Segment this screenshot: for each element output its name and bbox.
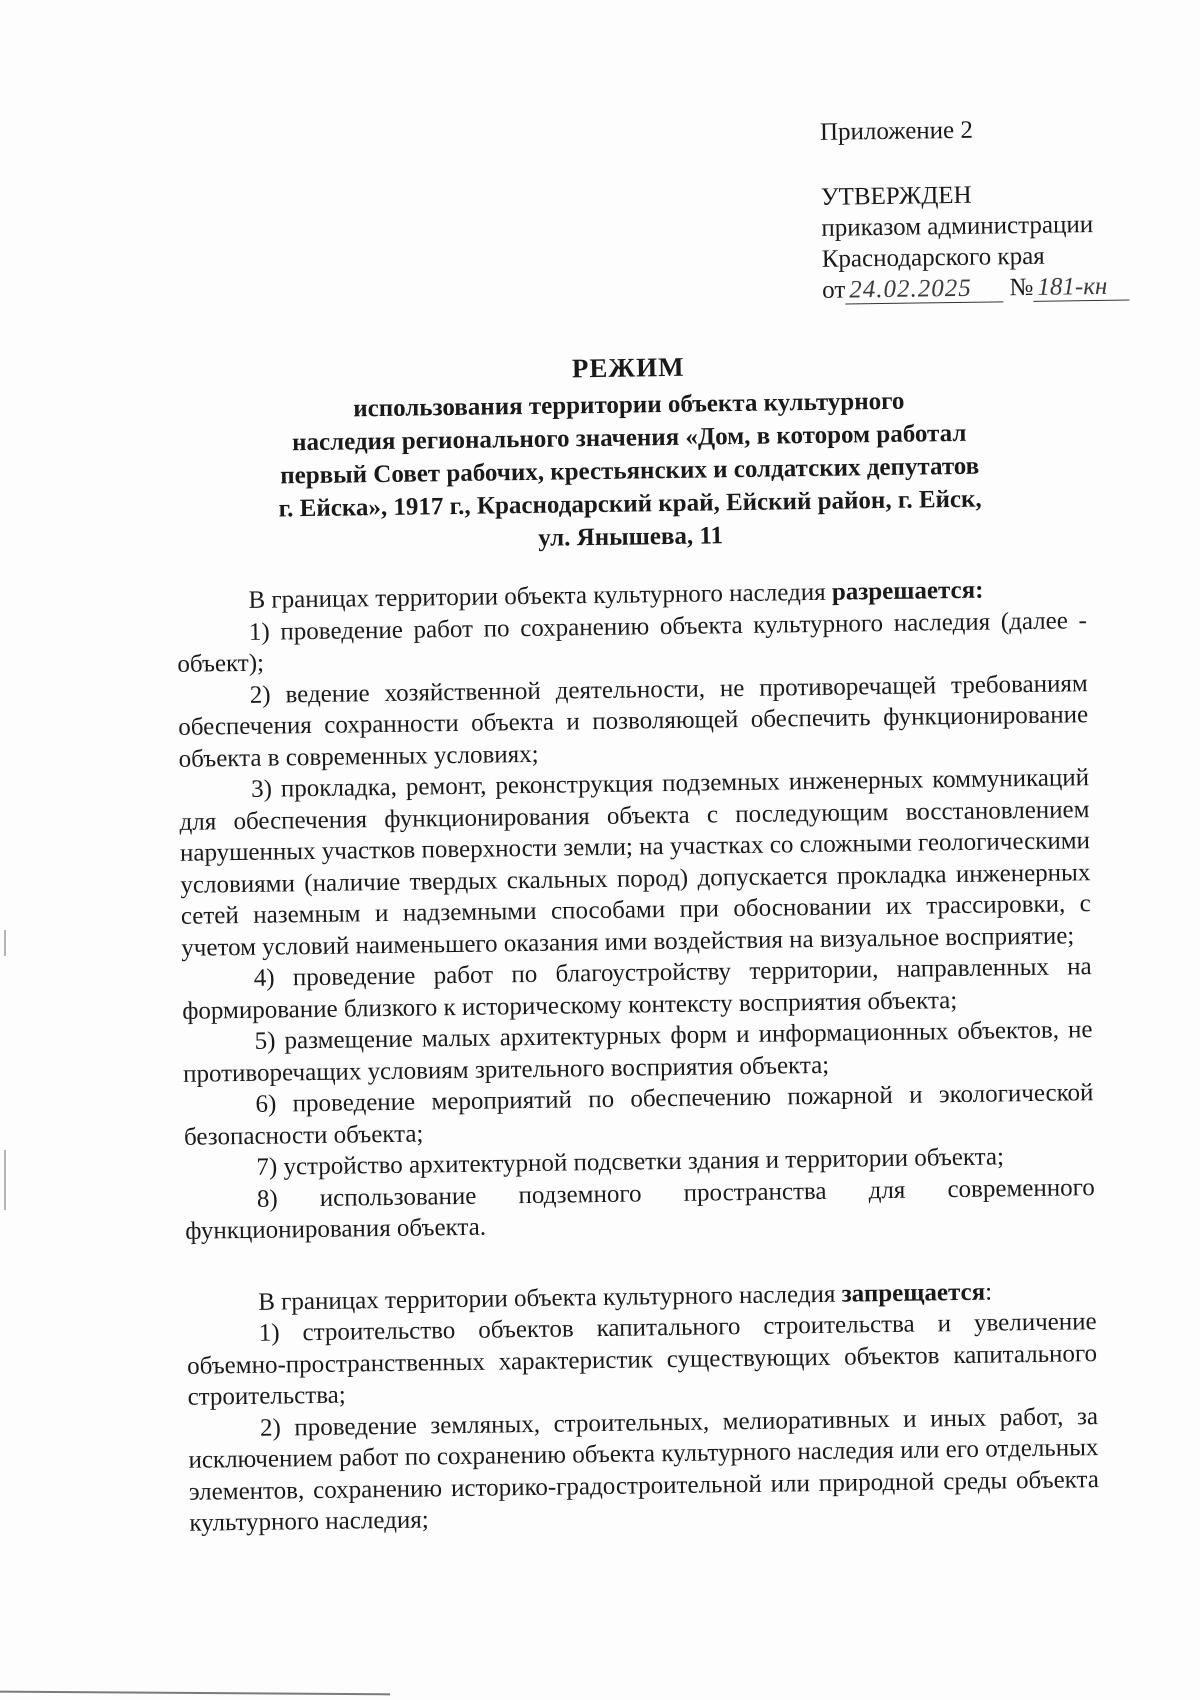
forbidden-keyword: запрещается	[841, 1278, 986, 1308]
allowed-item: 1) проведение работ по сохранению объекта культурного наследия (далее - объект);	[177, 606, 1088, 678]
document-title	[173, 345, 1086, 560]
allowed-intro-text: В границах территории объекта культурного наследия	[248, 578, 833, 614]
title-line: первый Совет рабочих, крестьянских и солдатских депутатов	[280, 452, 980, 490]
allowed-item: 7) устройство архитектурной подсветки здания и территории объекта;	[256, 1143, 1005, 1181]
approval-date-line	[822, 270, 1162, 306]
title-line: г. Ейска», 1917 г., Краснодарский край, Ейский район, г. Ейск,	[278, 485, 982, 523]
allowed-item: 5) размещение малых архитектурных форм и информационных объектов, не противоречащих условиям зрительного восприятия объекта;	[182, 1016, 1093, 1088]
allowed-item: 3) прокладка, ремонт, реконструкция подземных инженерных коммуникаций для обеспечения функционирования объекта с последующим восстановлением нарушенных участков поверхности земли; на участках со сложными геологическими условиями (наличие твердых скальных пород) допускается прокладка инженерных сетей наземным и надземными способами при обосновании их трассировки, с учетом условий наименьшего оказания ими воздействия на визуальное восприятие;	[179, 764, 1091, 962]
forbidden-intro-tail: :	[984, 1278, 993, 1306]
title-main: РЕЖИМ	[571, 351, 685, 384]
title-line: наследия регионального значения «Дом, в котором работал	[291, 419, 967, 457]
annex-label: Приложение 2	[819, 116, 974, 146]
allowed-item: 4) проведение работ по благоустройству территории, направленных на формирование близкого к историческому контексту восприятия объекта;	[182, 953, 1092, 1025]
allowed-item: 6) проведение мероприятий по обеспечению пожарной и экологической безопасности объекта;	[183, 1079, 1094, 1151]
scan-edge-mark	[4, 1150, 6, 1210]
title-line: ул. Янышева, 11	[538, 522, 724, 552]
forbidden-intro-text: В границах территории объекта культурного наследия	[258, 1280, 842, 1316]
allowed-keyword: разрешается:	[831, 576, 984, 606]
approved-heading: УТВЕРЖДЕН	[820, 181, 972, 211]
title-line: использования территории объекта культурного	[353, 387, 905, 423]
forbidden-item: 2) проведение земляных, строительных, мелиоративных и иных работ, за исключением работ по сохранению объекта культурного наследия или его отдельных элементов, сохранению историко-градостроительной или природной среды объекта культурного наследия;	[188, 1402, 1100, 1537]
scan-edge-mark	[4, 930, 6, 956]
document-body	[176, 573, 1099, 1539]
handwritten-date: 24.02.2025	[845, 275, 1003, 304]
forbidden-item: 1) строительство объектов капитального строительства и увеличение объемно-пространственных характеристик существующих объектов капитального строительства;	[186, 1308, 1098, 1411]
approval-line-1: приказом администрации	[821, 211, 1094, 242]
date-prefix: от	[822, 276, 846, 304]
allowed-item: 8) использование подземного пространства для современного функционирования объекта.	[185, 1173, 1095, 1245]
allowed-item: 2) ведение хозяйственной деятельности, не противоречащей требованиям обеспечения сохранности объекта и позволяющей обеспечить функционирование объекта в современных условиях;	[178, 669, 1089, 773]
handwritten-number: 181-кн	[1033, 274, 1129, 302]
approval-line-2: Краснодарского края	[821, 242, 1045, 273]
approval-block	[820, 112, 1163, 306]
number-prefix: №	[1009, 273, 1034, 302]
